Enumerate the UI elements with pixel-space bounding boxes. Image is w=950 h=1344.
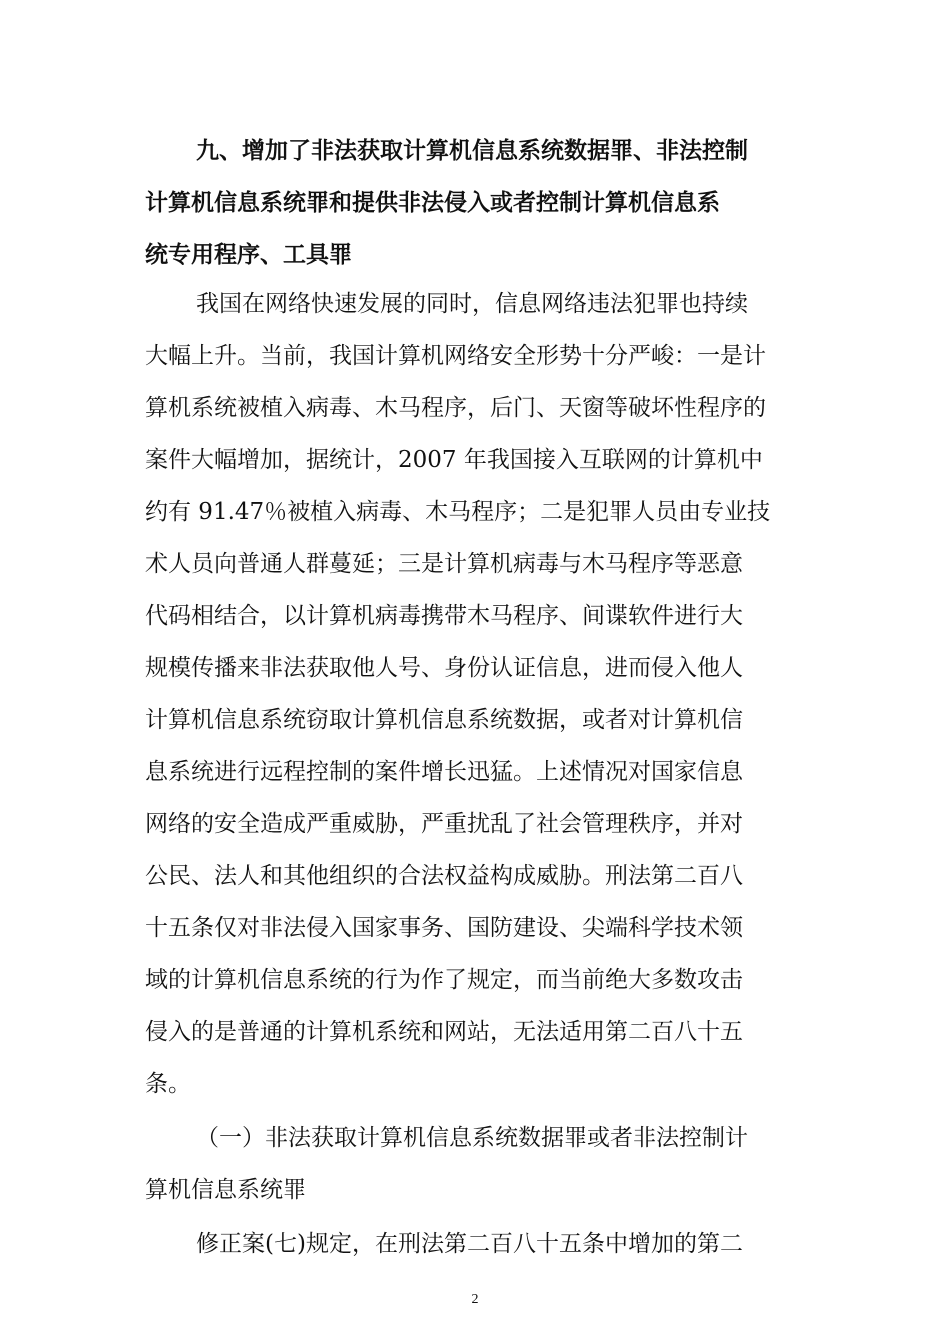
body-line: 条。 [145,1071,191,1097]
body-line: 十五条仅对非法侵入国家事务、国防建设、尖端科学技术领 [145,915,743,941]
subheading-line-2: 算机信息系统罪 [145,1177,306,1203]
body-line: 代码相结合，以计算机病毒携带木马程序、间谍软件进行大 [145,603,743,629]
section-heading-line-2: 计算机信息系统罪和提供非法侵入或者控制计算机信息系 [145,190,720,216]
body-line: 约有 91.47％被植入病毒、木马程序；二是犯罪人员由专业技 [145,499,771,525]
body-line: 计算机信息系统窃取计算机信息系统数据，或者对计算机信 [145,707,743,733]
body-line: 规模传播来非法获取他人号、身份认证信息，进而侵入他人 [145,655,743,681]
body-line: 修正案(七)规定，在刑法第二百八十五条中增加的第二 [196,1231,743,1257]
subheading-line-1: （一）非法获取计算机信息系统数据罪或者非法控制计 [196,1125,748,1151]
body-line: 侵入的是普通的计算机系统和网站，无法适用第二百八十五 [145,1019,743,1045]
body-line: 息系统进行远程控制的案件增长迅猛。上述情况对国家信息 [145,759,743,785]
body-line: 案件大幅增加，据统计，2007 年我国接入互联网的计算机中 [145,447,763,473]
body-line: 算机系统被植入病毒、木马程序，后门、天窗等破坏性程序的 [145,395,766,421]
body-line: 域的计算机信息系统的行为作了规定，而当前绝大多数攻击 [145,967,743,993]
body-line: 网络的安全造成严重威胁，严重扰乱了社会管理秩序，并对 [145,811,743,837]
section-heading-line-1: 九、增加了非法获取计算机信息系统数据罪、非法控制 [196,138,748,164]
page-number: 2 [471,1292,479,1307]
body-line: 我国在网络快速发展的同时，信息网络违法犯罪也持续 [196,291,748,317]
section-heading-line-3: 统专用程序、工具罪 [145,242,352,268]
body-line: 大幅上升。当前，我国计算机网络安全形势十分严峻：一是计 [145,343,766,369]
body-line: 公民、法人和其他组织的合法权益构成威胁。刑法第二百八 [145,863,743,889]
body-line: 术人员向普通人群蔓延；三是计算机病毒与木马程序等恶意 [145,551,743,577]
